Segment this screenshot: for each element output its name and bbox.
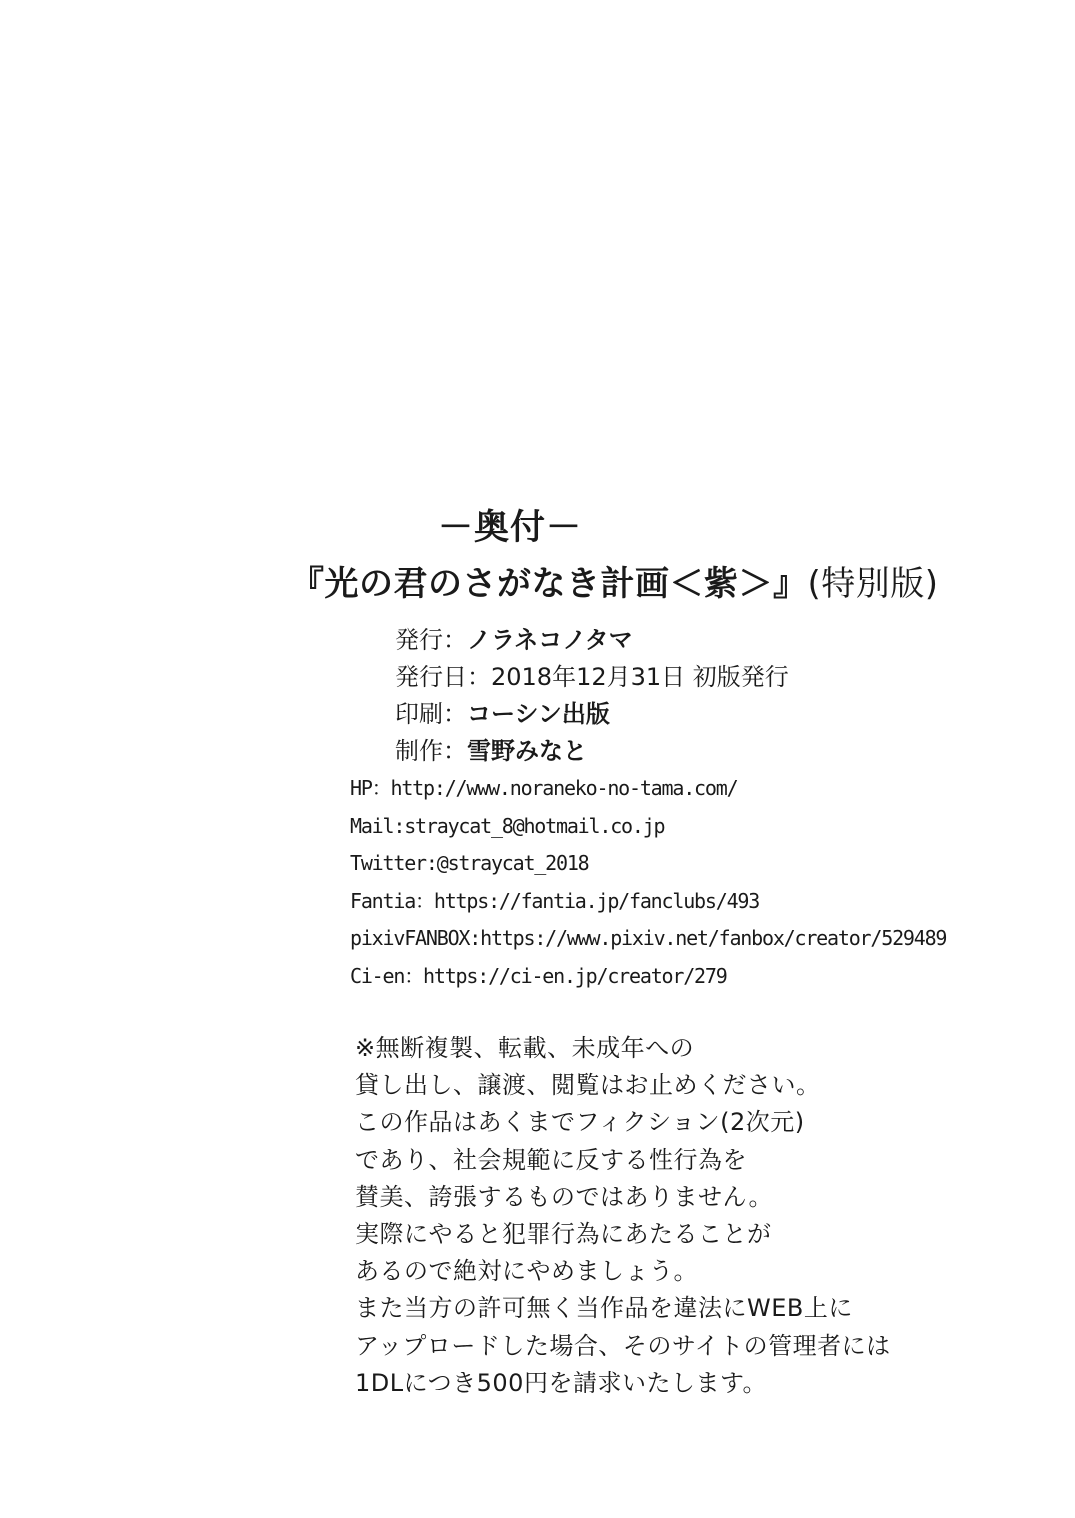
twitter-line <box>350 845 946 883</box>
separator: ： <box>443 737 467 765</box>
mail-label: Mail <box>350 813 394 838</box>
publisher-value: ノラネコノタマ <box>467 626 633 654</box>
cien-line <box>350 958 946 996</box>
printer-label: 印刷 <box>395 700 443 728</box>
publish-date-value: 2018年12月31日 初版発行 <box>491 663 789 691</box>
publish-date-line <box>395 659 789 696</box>
mail-address: straycat_8@hotmail.co.jp <box>404 813 665 838</box>
disclaimer-line-5: 賛美、誇張するものではありません。 <box>355 1182 773 1211</box>
producer-line <box>395 733 789 770</box>
hp-line <box>350 770 946 808</box>
twitter-label: Twitter <box>350 851 426 875</box>
separator: : <box>425 851 437 875</box>
hp-url: http://www.noraneko-no-tama.com/ <box>390 776 738 800</box>
publisher-label: 発行 <box>395 626 443 654</box>
separator: : <box>393 813 405 838</box>
cien-label: Ci-en <box>350 963 405 988</box>
disclaimer-line-4: であり、社会規範に反する性行為を <box>355 1145 747 1174</box>
producer-value: 雪野みなと <box>467 737 587 765</box>
fantia-url: https://fantia.jp/fanclubs/493 <box>433 888 760 913</box>
printer-value: コーシン出版 <box>467 700 610 728</box>
separator: ： <box>443 626 467 654</box>
separator: : <box>469 926 481 950</box>
mail-line <box>350 808 946 846</box>
publish-date-label: 発行日 <box>395 663 467 691</box>
producer-label: 制作 <box>395 737 443 765</box>
pixivfanbox-line <box>350 920 946 958</box>
disclaimer-line-10: 1DLにつき500円を請求いたします。 <box>355 1368 768 1397</box>
fantia-line <box>350 883 946 921</box>
publication-info <box>395 622 789 770</box>
book-title-main: 『光の君のさがなき計画＜紫＞』 <box>290 564 808 604</box>
disclaimer-line-1: ※無断複製、転載、未成年への <box>355 1034 695 1062</box>
contact-links <box>350 770 946 995</box>
book-title-edition: (特別版) <box>807 564 939 604</box>
pixivfanbox-url: https://www.pixiv.net/fanbox/creator/529489 <box>480 926 947 950</box>
publisher-line <box>395 622 789 659</box>
disclaimer-line-6: 実際にやると犯罪行為にあたることが <box>355 1220 772 1249</box>
disclaimer-line-8: また当方の許可無く当作品を違法にWEB上に <box>355 1294 853 1323</box>
separator: ： <box>415 888 434 913</box>
pixivfanbox-label: pixivFANBOX <box>350 926 470 950</box>
colophon-heading: －奥付－ <box>438 508 583 548</box>
separator: ： <box>467 663 491 691</box>
separator: ： <box>371 776 391 800</box>
twitter-handle: @straycat_2018 <box>436 851 589 875</box>
disclaimer-line-9: アップロードした場合、そのサイトの管理者には <box>355 1331 891 1360</box>
disclaimer-line-3: この作品はあくまでフィクション(2次元) <box>355 1108 805 1137</box>
separator: ： <box>404 963 424 988</box>
disclaimer-line-7: あるので絶対にやめましょう。 <box>355 1257 698 1286</box>
hp-label: HP <box>350 776 372 800</box>
disclaimer <box>355 1030 891 1402</box>
separator: ： <box>443 700 467 728</box>
fantia-label: Fantia <box>350 888 416 913</box>
cien-url: https://ci-en.jp/creator/279 <box>423 963 727 988</box>
book-title <box>290 556 939 605</box>
printer-line <box>395 696 789 733</box>
disclaimer-line-2: 貸し出し、譲渡、閲覧はお止めください。 <box>355 1071 821 1100</box>
